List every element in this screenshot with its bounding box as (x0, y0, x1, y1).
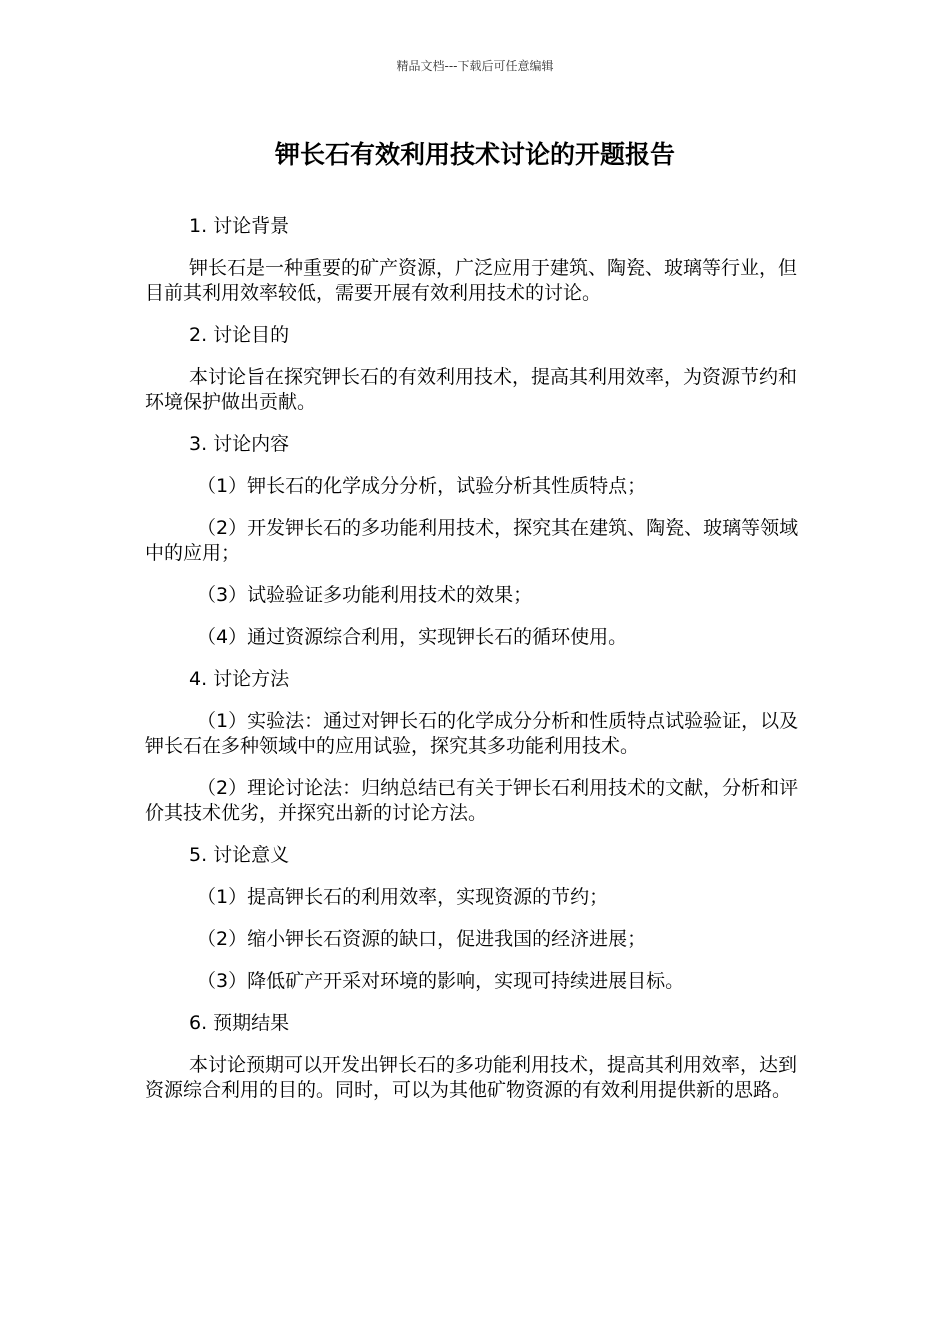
document-title: 钾长石有效利用技术讨论的开题报告 (274, 140, 675, 169)
section-heading-expected-results: 6. 预期结果 (189, 1012, 290, 1034)
significance-item: （1）提高钾长石的利用效率，实现资源的节约； (197, 886, 609, 908)
section-heading-purpose: 2. 讨论目的 (189, 324, 290, 346)
section-heading-method: 4. 讨论方法 (189, 668, 290, 690)
method-item: （2）理论讨论法：归纳总结已有关于钾长石利用技术的文献，分析和评价其技术优劣，并探究出新的讨论方法。 (145, 777, 799, 824)
content-item: （4）通过资源综合利用，实现钾长石的循环使用。 (197, 626, 628, 648)
background-paragraph: 钾长石是一种重要的矿产资源，广泛应用于建筑、陶瓷、玻璃等行业，但目前其利用效率较低，需要开展有效利用技术的讨论。 (145, 257, 798, 304)
expected-results-paragraph: 本讨论预期可以开发出钾长石的多功能利用技术，提高其利用效率，达到资源综合利用的目的。同时，可以为其他矿物资源的有效利用提供新的思路。 (145, 1054, 798, 1101)
content-item: （2）开发钾长石的多功能利用技术，探究其在建筑、陶瓷、玻璃等领域中的应用； (145, 517, 799, 564)
page-header-note: 精品文档---下载后可任意编辑 (396, 59, 554, 73)
content-item: （3）试验验证多功能利用技术的效果； (197, 584, 533, 606)
section-heading-significance: 5. 讨论意义 (189, 844, 290, 866)
section-heading-background: 1. 讨论背景 (189, 215, 290, 237)
content-item: （1）钾长石的化学成分分析，试验分析其性质特点； (197, 475, 647, 497)
section-heading-content: 3. 讨论内容 (189, 433, 290, 455)
significance-item: （2）缩小钾长石资源的缺口，促进我国的经济进展； (197, 928, 647, 950)
significance-item: （3）降低矿产开采对环境的影响，实现可持续进展目标。 (197, 970, 685, 992)
method-item: （1）实验法：通过对钾长石的化学成分分析和性质特点试验验证，以及钾长石在多种领域中的应用试验，探究其多功能利用技术。 (145, 710, 799, 757)
purpose-paragraph: 本讨论旨在探究钾长石的有效利用技术，提高其利用效率，为资源节约和环境保护做出贡献。 (145, 366, 798, 413)
document-body (145, 214, 808, 1120)
